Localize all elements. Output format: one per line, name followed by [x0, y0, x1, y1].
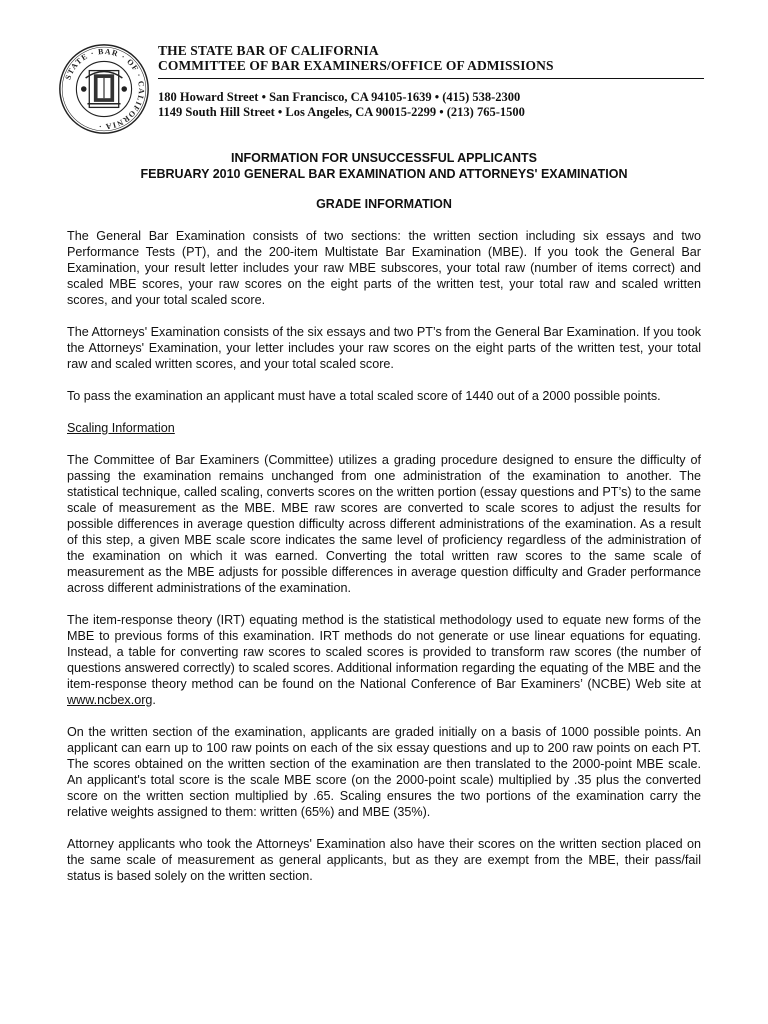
- title-line-2: FEBRUARY 2010 GENERAL BAR EXAMINATION AND ATTORNEYS' EXAMINATION: [140, 167, 628, 181]
- document-body: [67, 228, 701, 900]
- section-heading: GRADE INFORMATION: [316, 197, 452, 211]
- address-san-francisco: 180 Howard Street • San Francisco, CA 94105-1639 • (415) 538-2300: [158, 90, 521, 104]
- address-los-angeles: 1149 South Hill Street • Los Angeles, CA 90015-2299 • (213) 765-1500: [158, 105, 525, 119]
- paragraph-written-section: On the written section of the examination, applicants are graded initially on a basis of 1000 possible points. An applicant can earn up to 100 raw points on each of the six essay questions and up to 200 raw points on each PT. The scores obtained on the written section of the examination are then translated to the 2000-point MBE scale. An applicant's total score is the scale MBE score (on the 2000-point scale) multiplied by .35 plus the converted score on the written section multiplied by .65. Scaling ensures the two portions of the examination carry the relative weights assigned to them: written (65%) and MBE (35%).: [67, 725, 701, 819]
- state-bar-seal-icon: [58, 43, 150, 135]
- paragraph-general-exam: The General Bar Examination consists of two sections: the written section including six essays and two Performance Tests (PT), and the 200-item Multistate Bar Examination (MBE). If you took the General Bar Examination, your result letter includes your raw MBE subscores, your total raw (number of items correct) and scaled MBE scores, your raw scores on the eight parts of the written test, your total raw and scaled written scores, and your total scaled score.: [67, 229, 701, 307]
- paragraph-irt: [67, 612, 701, 708]
- paragraph-passing-score: To pass the examination an applicant must have a total scaled score of 1440 out of a 2000 possible points.: [67, 389, 661, 403]
- letterhead: [158, 43, 706, 120]
- office-name: COMMITTEE OF BAR EXAMINERS/OFFICE OF ADMISSIONS: [158, 58, 554, 73]
- paragraph-irt-text: The item-response theory (IRT) equating method is the statistical methodology used to equate new forms of the MBE to previous forms of this examination. IRT methods do not generate or use linear equations for equating. Instead, a table for converting raw scores to scaled scores is provided to transform raw scores (the number of questions answered correctly) to scaled scores. Additional information regarding the equating of the MBE and the item-response theory method can be found on the National Conference of Bar Examiners’ (NCBE) Web site at: [67, 613, 701, 691]
- svg-text:STATE · BAR · OF · CALIFORNIA: STATE · BAR · OF · CALIFORNIA ·: [63, 46, 147, 132]
- paragraph-scaling: The Committee of Bar Examiners (Committee) utilizes a grading procedure designed to ensure the difficulty of passing the examination remains unchanged from one administration of the examination to another. The statistical technique, called scaling, converts scores on the written portion (essay questions and PT’s) to the same scale of measurement as the MBE. MBE raw scores are converted to scale scores to adjust the results for possible differences in average question difficulty across different administrations of the examination. As a result of this step, a given MBE scale score indicates the same level of proficiency regardless of the administration of the examination on which it was earned. Converting the total written raw scores to the same scale of measurement as the MBE adjusts for possible differences in average question difficulty and Grader performance across different administrations of the examination.: [67, 453, 701, 595]
- paragraph-attorneys-exam: The Attorneys' Examination consists of the six essays and two PT’s from the General Bar Examination. If you took the Attorneys' Examination, your letter includes your raw scores on the eight parts of the written test, your total raw and scaled written scores, and your total scaled score.: [67, 325, 701, 371]
- paragraph-attorney-applicants: Attorney applicants who took the Attorneys' Examination also have their scores on the written section placed on the same scale of measurement as general applicants, but as they are exempt from the MBE, their pass/fail status is based solely on the written section.: [67, 837, 701, 883]
- letterhead-divider: [158, 78, 704, 79]
- organization-name: THE STATE BAR OF CALIFORNIA: [158, 43, 379, 58]
- title-line-1: INFORMATION FOR UNSUCCESSFUL APPLICANTS: [230, 151, 538, 165]
- scaling-information-heading: Scaling Information: [67, 421, 175, 435]
- document-title: [70, 150, 698, 182]
- ncbex-link[interactable]: www.ncbex.org: [67, 693, 153, 707]
- paragraph-irt-end: .: [152, 693, 156, 707]
